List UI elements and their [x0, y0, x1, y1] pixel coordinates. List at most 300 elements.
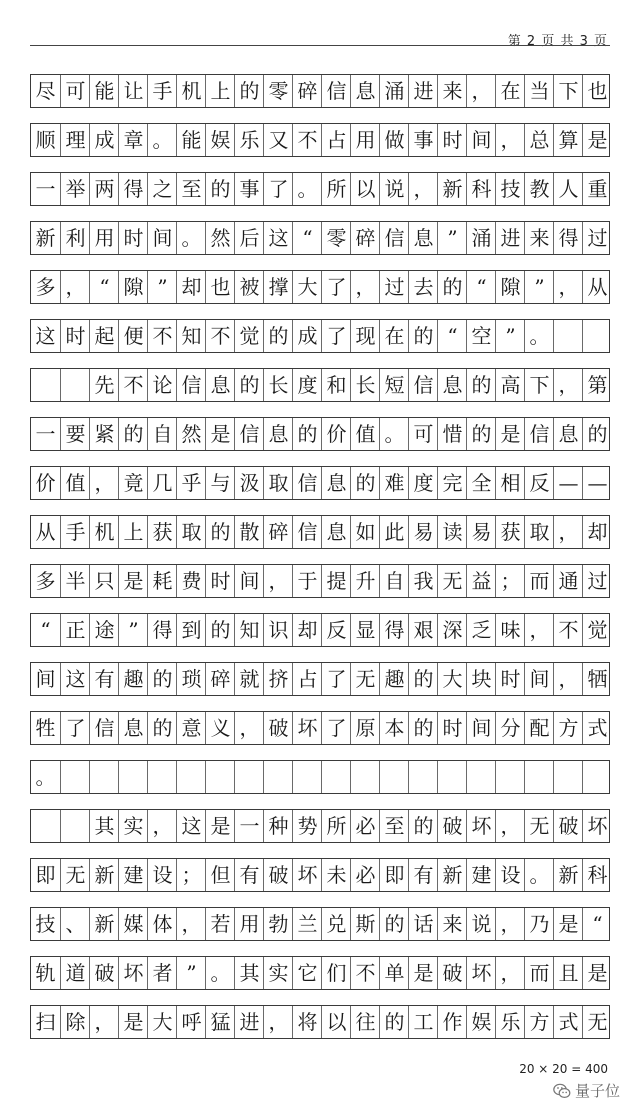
grid-cell: —	[582, 467, 612, 499]
grid-cell: 块	[466, 663, 496, 695]
grid-cell: ”	[524, 271, 554, 303]
grid-cell: 做	[379, 124, 409, 156]
grid-cell: 然	[176, 418, 206, 450]
grid-cell: 又	[263, 124, 293, 156]
grid-cell: 式	[553, 1006, 583, 1038]
grid-cell: ，	[176, 908, 206, 940]
watermark	[553, 1080, 620, 1101]
grid-cell: 却	[582, 516, 612, 548]
grid-cell: 信	[379, 222, 409, 254]
grid-cell: 艰	[408, 614, 438, 646]
grid-cell: 一	[234, 810, 264, 842]
grid-cell: ，	[147, 810, 177, 842]
grid-cell: 惜	[437, 418, 467, 450]
grid-cell: ，	[466, 75, 496, 107]
grid-cell: 一	[35, 422, 56, 446]
grid-cell: 要	[60, 418, 90, 450]
grid-cell: 显	[350, 614, 380, 646]
grid-cell: 猛	[205, 1006, 235, 1038]
grid-cell: 取	[176, 516, 206, 548]
grid-cell: 扫	[35, 1010, 56, 1034]
grid-cell: 息	[205, 369, 235, 401]
grid-cell: 碎	[205, 663, 235, 695]
grid-cell: 费	[176, 565, 206, 597]
grid-cell: 坏	[466, 810, 496, 842]
grid-cell: 。	[524, 859, 554, 891]
grid-cell: 实	[118, 810, 148, 842]
grid-cell: 道	[60, 957, 90, 989]
grid-cell: 不	[292, 124, 322, 156]
grid-cell: 息	[553, 418, 583, 450]
grid-cell: 来	[437, 75, 467, 107]
grid-cell: 意	[176, 712, 206, 744]
grid-cell: 但	[205, 859, 235, 891]
grid-cell: 成	[292, 320, 322, 352]
grid-cell: 易	[408, 516, 438, 548]
grid-row	[30, 760, 610, 794]
grid-cell: 完	[437, 467, 467, 499]
grid-cell: 事	[408, 124, 438, 156]
grid-cell: 间	[466, 712, 496, 744]
grid-cell: 的	[408, 663, 438, 695]
grid-cell: 人	[553, 173, 583, 205]
grid-cell: 此	[379, 516, 409, 548]
grid-cell	[234, 761, 264, 793]
grid-cell	[495, 761, 525, 793]
grid-cell: 论	[147, 369, 177, 401]
wechat-icon	[553, 1083, 571, 1099]
grid-row	[30, 270, 610, 304]
grid-cell: 通	[553, 565, 583, 597]
grid-cell: 者	[147, 957, 177, 989]
grid-cell: 斯	[350, 908, 380, 940]
grid-cell: 配	[524, 712, 554, 744]
grid-cell: 以	[350, 173, 380, 205]
grid-cell: 先	[89, 369, 119, 401]
grid-cell: 大	[437, 663, 467, 695]
grid-cell: 用	[350, 124, 380, 156]
grid-cell: 必	[350, 810, 380, 842]
grid-cell: 的	[205, 173, 235, 205]
grid-cell: 说	[466, 908, 496, 940]
grid-cell: 的	[379, 908, 409, 940]
grid-cell: 它	[292, 957, 322, 989]
grid-cell: 自	[379, 565, 409, 597]
grid-cell: 隙	[118, 271, 148, 303]
grid-cell: 分	[495, 712, 525, 744]
grid-cell: 是	[205, 810, 235, 842]
grid-cell: 而	[524, 565, 554, 597]
grid-cell: 便	[118, 320, 148, 352]
grid-cell: 的	[408, 320, 438, 352]
grid-cell: 除	[60, 1006, 90, 1038]
grid-cell: 至	[379, 810, 409, 842]
grid-cell: 破	[437, 810, 467, 842]
grid-cell: 值	[350, 418, 380, 450]
grid-cell: 长	[350, 369, 380, 401]
grid-cell: 无	[582, 1006, 612, 1038]
grid-cell: 们	[321, 957, 351, 989]
grid-cell: 往	[350, 1006, 380, 1038]
grid-cell: 涌	[466, 222, 496, 254]
grid-cell: 不	[118, 369, 148, 401]
grid-cell: 建	[466, 859, 496, 891]
grid-cell: ，	[350, 271, 380, 303]
grid-cell: 且	[553, 957, 583, 989]
grid-cell: 升	[350, 565, 380, 597]
grid-cell: ，	[495, 810, 525, 842]
grid-cell: ”	[147, 271, 177, 303]
grid-cell: 散	[234, 516, 264, 548]
grid-cell: 的	[379, 1006, 409, 1038]
grid-cell	[263, 761, 293, 793]
grid-cell: 建	[118, 859, 148, 891]
grid-row	[30, 613, 610, 647]
grid-cell: 获	[147, 516, 177, 548]
grid-cell: 的	[263, 320, 293, 352]
grid-cell: 半	[60, 565, 90, 597]
grid-cell: 设	[495, 859, 525, 891]
grid-cell: 紧	[89, 418, 119, 450]
grid-cell: 这	[35, 324, 56, 348]
grid-cell: 大	[147, 1006, 177, 1038]
grid-cell: 了	[321, 712, 351, 744]
grid-cell: 事	[234, 173, 264, 205]
grid-cell: 新	[437, 173, 467, 205]
grid-cell: 提	[321, 565, 351, 597]
grid-cell: 了	[321, 320, 351, 352]
grid-cell: 取	[524, 516, 554, 548]
grid-cell: 占	[292, 663, 322, 695]
grid-cell: 零	[321, 222, 351, 254]
grid-cell: 技	[35, 912, 56, 936]
grid-cell: 成	[89, 124, 119, 156]
grid-cell: 的	[147, 663, 177, 695]
grid-cell: 了	[321, 663, 351, 695]
grid-cell: 势	[292, 810, 322, 842]
grid-cell: —	[553, 467, 583, 499]
grid-cell: 多	[35, 569, 56, 593]
grid-cell: 未	[321, 859, 351, 891]
grid-cell: 机	[176, 75, 206, 107]
grid-cell: 无	[350, 663, 380, 695]
grid-cell: 也	[205, 271, 235, 303]
grid-cell: 的	[205, 614, 235, 646]
grid-cell: 了	[321, 271, 351, 303]
grid-cell: ，	[553, 369, 583, 401]
grid-cell: 可	[60, 75, 90, 107]
grid-cell: 也	[582, 75, 612, 107]
grid-row	[30, 711, 610, 745]
grid-cell: 是	[495, 418, 525, 450]
grid-cell: 息	[408, 222, 438, 254]
grid-cell: 的	[466, 369, 496, 401]
grid-cell: 是	[118, 1006, 148, 1038]
grid-cell: ”	[118, 614, 148, 646]
grid-cell: 度	[292, 369, 322, 401]
grid-cell: 乃	[524, 908, 554, 940]
grid-cell: 单	[379, 957, 409, 989]
grid-cell	[60, 810, 90, 842]
grid-cell: 空	[466, 320, 496, 352]
grid-cell: 的	[408, 810, 438, 842]
grid-row	[30, 809, 610, 843]
grid-cell: 、	[60, 908, 90, 940]
grid-cell: 的	[582, 418, 612, 450]
grid-cell: 了	[263, 173, 293, 205]
grid-cell: 多	[35, 275, 56, 299]
grid-cell: 起	[89, 320, 119, 352]
grid-cell: 易	[466, 516, 496, 548]
grid-cell: 不	[553, 614, 583, 646]
grid-cell: 破	[437, 957, 467, 989]
grid-cell: 时	[118, 222, 148, 254]
grid-cell: 坏	[292, 712, 322, 744]
grid-cell: 获	[495, 516, 525, 548]
grid-cell: 乏	[466, 614, 496, 646]
grid-cell: 娱	[205, 124, 235, 156]
grid-cell: “	[292, 222, 322, 254]
grid-cell: 挤	[263, 663, 293, 695]
grid-cell: 新	[89, 859, 119, 891]
grid-cell: 。	[379, 418, 409, 450]
grid-cell: 高	[495, 369, 525, 401]
grid-cell: ”	[437, 222, 467, 254]
grid-cell: ，	[553, 271, 583, 303]
grid-cell: 所	[321, 810, 351, 842]
grid-cell: 体	[147, 908, 177, 940]
grid-cell: 用	[89, 222, 119, 254]
grid-cell: 上	[205, 75, 235, 107]
grid-cell: 教	[524, 173, 554, 205]
grid-cell: 大	[292, 271, 322, 303]
grid-cell: 趣	[379, 663, 409, 695]
grid-cell: 有	[89, 663, 119, 695]
grid-cell: 无	[60, 859, 90, 891]
grid-cell: 值	[60, 467, 90, 499]
grid-cell: ，	[495, 957, 525, 989]
grid-cell: 章	[118, 124, 148, 156]
grid-cell: 长	[263, 369, 293, 401]
grid-cell: 媒	[118, 908, 148, 940]
grid-cell: 手	[147, 75, 177, 107]
grid-cell: 来	[437, 908, 467, 940]
grid-cell: 不	[350, 957, 380, 989]
grid-cell: 在	[495, 75, 525, 107]
grid-cell: 作	[437, 1006, 467, 1038]
grid-cell: 能	[176, 124, 206, 156]
grid-row	[30, 858, 610, 892]
grid-cell: 息	[263, 418, 293, 450]
grid-cell: 的	[234, 369, 264, 401]
grid-cell: 让	[118, 75, 148, 107]
grid-cell: 占	[321, 124, 351, 156]
page-indicator: 第 2 页 共 3 页	[507, 34, 608, 49]
grid-cell: 机	[89, 516, 119, 548]
grid-cell: 有	[234, 859, 264, 891]
grid-cell: ，	[60, 271, 90, 303]
grid-cell: 种	[263, 810, 293, 842]
grid-cell	[524, 761, 554, 793]
grid-cell: 反	[524, 467, 554, 499]
grid-cell: 以	[321, 1006, 351, 1038]
grid-cell: 新	[89, 908, 119, 940]
grid-cell: 却	[292, 614, 322, 646]
grid-cell: 的	[437, 271, 467, 303]
page-footer	[0, 1060, 640, 1106]
grid-cell: 信	[292, 467, 322, 499]
grid-cell: 进	[408, 75, 438, 107]
grid-cell	[31, 369, 60, 401]
grid-cell	[553, 761, 583, 793]
grid-cell: 说	[379, 173, 409, 205]
grid-cell	[292, 761, 322, 793]
grid-cell: “	[40, 618, 51, 642]
grid-cell: 识	[263, 614, 293, 646]
grid-cell: 破	[263, 859, 293, 891]
grid-cell: 信	[176, 369, 206, 401]
grid-cell: 深	[437, 614, 467, 646]
grid-cell: 时	[437, 712, 467, 744]
grid-cell: 取	[263, 467, 293, 499]
grid-cell: 话	[408, 908, 438, 940]
grid-cell: 度	[408, 467, 438, 499]
grid-row	[30, 907, 610, 941]
grid-cell: 味	[495, 614, 525, 646]
grid-cell: 牲	[35, 716, 56, 740]
grid-cell: ，	[263, 1006, 293, 1038]
grid-cell: 坏	[466, 957, 496, 989]
grid-cell: 时	[495, 663, 525, 695]
grid-cell: 方	[553, 712, 583, 744]
grid-cell: 涌	[379, 75, 409, 107]
grid-cell: 到	[176, 614, 206, 646]
grid-cell	[205, 761, 235, 793]
grid-cell: 是	[582, 124, 612, 156]
grid-cell: 不	[147, 320, 177, 352]
grid-cell: 有	[408, 859, 438, 891]
grid-cell: 是	[205, 418, 235, 450]
grid-cell: 价	[321, 418, 351, 450]
grid-cell: 全	[466, 467, 496, 499]
grid-cell: 即	[379, 859, 409, 891]
grid-cell: 之	[147, 173, 177, 205]
grid-cell: 时	[437, 124, 467, 156]
grid-cell: 然	[205, 222, 235, 254]
grid-cell: 其	[234, 957, 264, 989]
grid-row	[30, 172, 610, 206]
grid-cell: 娱	[466, 1006, 496, 1038]
grid-cell: 时	[60, 320, 90, 352]
grid-cell	[582, 320, 612, 352]
grid-cell: 乎	[176, 467, 206, 499]
grid-cell: 来	[524, 222, 554, 254]
grid-cell: 破	[263, 712, 293, 744]
grid-cell: 和	[321, 369, 351, 401]
grid-cell: 本	[379, 712, 409, 744]
grid-cell: ，	[408, 173, 438, 205]
grid-cell: 新	[437, 859, 467, 891]
grid-cell: ，	[89, 1006, 119, 1038]
grid-cell: “	[437, 320, 467, 352]
grid-cell: 只	[89, 565, 119, 597]
grid-cell	[437, 761, 467, 793]
grid-cell: 去	[408, 271, 438, 303]
grid-cell: 呼	[176, 1006, 206, 1038]
grid-cell: 汲	[234, 467, 264, 499]
grid-cell: 信	[292, 516, 322, 548]
grid-cell: 尽	[35, 79, 56, 103]
grid-cell	[408, 761, 438, 793]
watermark-text: 量子位	[574, 1082, 620, 1100]
grid-row	[30, 123, 610, 157]
page-header	[30, 0, 610, 49]
grid-cell: 自	[147, 418, 177, 450]
grid-cell: 碎	[263, 516, 293, 548]
grid-cell: 进	[234, 1006, 264, 1038]
grid-row	[30, 368, 610, 402]
grid-cell: ，	[524, 614, 554, 646]
grid-cell: ，	[263, 565, 293, 597]
grid-cell	[176, 761, 206, 793]
header-divider	[30, 45, 610, 46]
grid-cell: 理	[60, 124, 90, 156]
grid-cell: 顺	[35, 128, 56, 152]
grid-cell: 的	[147, 712, 177, 744]
grid-cell: 间	[234, 565, 264, 597]
grid-cell: 碎	[292, 75, 322, 107]
grid-cell: 知	[234, 614, 264, 646]
grid-cell: 的	[205, 516, 235, 548]
grid-cell: 短	[379, 369, 409, 401]
grid-cell: 现	[350, 320, 380, 352]
grid-cell: 新	[553, 859, 583, 891]
grid-cell: 兰	[292, 908, 322, 940]
grid-cell	[89, 761, 119, 793]
grid-cell: “	[466, 271, 496, 303]
grid-cell: ，	[553, 516, 583, 548]
grid-cell: “	[89, 271, 119, 303]
grid-cell: 撑	[263, 271, 293, 303]
grid-cell: 的	[292, 418, 322, 450]
grid-cell: 两	[89, 173, 119, 205]
grid-cell: 牺	[582, 663, 612, 695]
grid-cell: 即	[35, 863, 56, 887]
grid-cell: 新	[35, 226, 56, 250]
grid-cell: 信	[524, 418, 554, 450]
grid-cell: 隙	[495, 271, 525, 303]
grid-cell: 读	[437, 516, 467, 548]
grid-cell: 息	[350, 75, 380, 107]
grid-row	[30, 466, 610, 500]
grid-cell: 的	[408, 712, 438, 744]
grid-cell: 。	[147, 124, 177, 156]
grid-cell: ；	[495, 565, 525, 597]
grid-cell: 觉	[582, 614, 612, 646]
grid-cell: 间	[466, 124, 496, 156]
grid-cell: 无	[437, 565, 467, 597]
grid-cell: 手	[60, 516, 90, 548]
grid-cell: 上	[118, 516, 148, 548]
grid-cell: 竟	[118, 467, 148, 499]
grid-cell: 碎	[350, 222, 380, 254]
grid-cell: 乐	[234, 124, 264, 156]
grid-cell: ，	[234, 712, 264, 744]
grid-cell: 式	[582, 712, 612, 744]
grid-cell: 下	[524, 369, 554, 401]
grid-cell: 几	[147, 467, 177, 499]
grid-cell: 。	[176, 222, 206, 254]
